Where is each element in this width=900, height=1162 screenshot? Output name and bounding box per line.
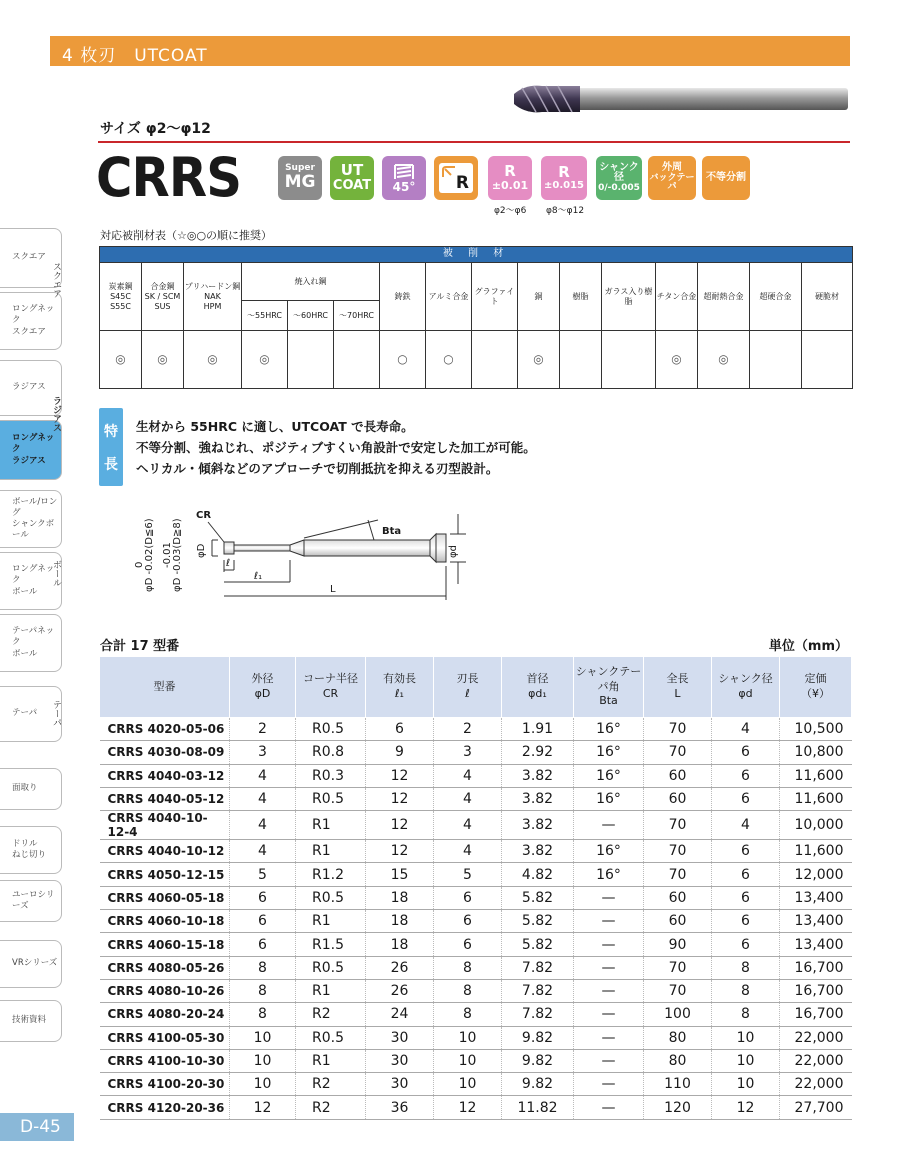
spec-header: シャンクテーパ角 Bta [574,657,644,718]
mat-col: 超硬合金 [750,263,802,331]
spec-cell: 16,700 [780,979,852,1002]
spec-cell: 80 [644,1026,712,1049]
spec-cell: 2.92 [502,741,574,764]
badge-unequal-division: 不等分割 [702,156,750,200]
model-number: CRRS 4040-03-12 [100,764,230,787]
spec-cell: 1.91 [502,718,574,741]
svg-text:φD -0.03(D≧8): φD -0.03(D≧8) [172,518,183,592]
spec-cell: 12 [366,811,434,840]
spec-cell: 2 [434,718,502,741]
spec-cell: 12 [434,1096,502,1119]
table-row [100,811,852,840]
spec-cell: 4 [712,718,780,741]
spec-cell: 30 [366,1049,434,1072]
mat-mark: ◎ [184,331,242,389]
spec-cell: 70 [644,718,712,741]
spec-cell: 26 [366,979,434,1002]
feature-list [136,416,536,479]
table-row [100,718,852,741]
spec-header: コーナ半径 CR [296,657,366,718]
spec-cell: 8 [230,956,296,979]
radius-icon: R [439,163,473,193]
mat-col: 鋳鉄 [380,263,426,331]
mat-mark: ○ [426,331,472,389]
side-tab[interactable]: ロングネック ボール [0,552,62,610]
spec-cell: — [574,1096,644,1119]
table-row [100,1003,852,1026]
svg-text:ℓ: ℓ [226,558,231,569]
title-divider [98,141,850,143]
spec-cell: 9.82 [502,1026,574,1049]
spec-cell: 16° [574,718,644,741]
spec-cell: 22,000 [780,1073,852,1096]
mat-mark: ◎ [100,331,142,389]
badge-radius [434,156,478,200]
spec-cell: 8 [230,1003,296,1026]
mat-mark: ○ [380,331,426,389]
mat-col: 〜60HRC [288,301,334,331]
side-tab[interactable]: ユーロシリーズ [0,880,62,922]
badge-shank-tolerance: シャンク径 0/-0.005 [596,156,642,200]
feature-tag: 特 長 [99,408,123,486]
mat-col: 炭素鋼 S45C S55C [100,263,142,331]
spec-cell: 4 [712,811,780,840]
spec-cell: 10,000 [780,811,852,840]
spec-cell: 10,800 [780,741,852,764]
spec-cell: 8 [712,979,780,1002]
mat-col: プリハードン鋼 NAK HPM [184,263,242,331]
model-number: CRRS 4060-05-18 [100,886,230,909]
mat-mark [750,331,802,389]
side-tab[interactable]: テーパネック ボール [0,614,62,672]
spec-cell: 13,400 [780,910,852,933]
table-row [100,787,852,810]
spec-cell: 4 [434,787,502,810]
spec-table [99,656,852,1120]
spec-cell: 12 [366,787,434,810]
spec-cell: R0.5 [296,956,366,979]
svg-text:φD -0.02(D≦6): φD -0.02(D≦6) [144,518,155,592]
badge-helix-45: 45° [382,156,426,200]
model-number: CRRS 4060-15-18 [100,933,230,956]
spec-cell: 5 [230,863,296,886]
svg-text:φD: φD [196,543,207,558]
spec-cell: R2 [296,1096,366,1119]
side-group-square: スクエア [51,262,61,298]
spec-cell: R0.5 [296,886,366,909]
spec-cell: 13,400 [780,886,852,909]
mat-mark [472,331,518,389]
product-name: CRRS [96,146,242,209]
size-range: サイズ φ2〜φ12 [100,121,211,137]
table-row [100,863,852,886]
spec-cell: 5.82 [502,910,574,933]
table-row [100,1096,852,1119]
spec-cell: 60 [644,886,712,909]
spec-cell: R1.5 [296,933,366,956]
feature-line: 不等分割、強ねじれ、ポジティブすくい角設計で安定した加工が可能。 [136,440,536,455]
mat-group-hardened: 焼入れ鋼 [242,263,380,301]
spec-cell: — [574,811,644,840]
endmill-product-image [512,82,850,116]
spec-header: シャンク径 φd [712,657,780,718]
spec-cell: 70 [644,840,712,863]
spec-cell: 70 [644,741,712,764]
badge-utcoat: UT COAT [330,156,374,200]
side-tab[interactable]: テーパ [0,686,62,742]
spec-header: 型番 [100,657,230,718]
table-row [100,1026,852,1049]
spec-cell: 4 [230,787,296,810]
badge-note-small: φ2〜φ6 [494,206,527,216]
spec-header: 全長 L [644,657,712,718]
spec-cell: 90 [644,933,712,956]
mat-col: グラファイト [472,263,518,331]
spec-cell: R2 [296,1073,366,1096]
spec-cell: — [574,1049,644,1072]
spec-cell: — [574,910,644,933]
mat-mark: ◎ [656,331,698,389]
spec-cell: 16° [574,741,644,764]
spec-cell: — [574,1073,644,1096]
mat-mark [334,331,380,389]
mat-col: 硬脆材 [802,263,853,331]
spec-cell: 6 [712,787,780,810]
model-number: CRRS 4120-20-36 [100,1096,230,1119]
model-number: CRRS 4080-05-26 [100,956,230,979]
spec-cell: 4 [230,840,296,863]
spec-cell: 6 [712,764,780,787]
spec-header: 刃長 ℓ [434,657,502,718]
spec-cell: R0.5 [296,718,366,741]
spec-cell: 30 [366,1026,434,1049]
materials-label: 対応被削材表（☆◎○の順に推奨） [100,229,273,242]
spec-cell: R0.8 [296,741,366,764]
spec-cell: 10 [712,1026,780,1049]
table-row [100,979,852,1002]
spec-cell: 16° [574,840,644,863]
mat-mark [802,331,853,389]
spec-cell: 3.82 [502,811,574,840]
spec-cell: R1 [296,840,366,863]
side-tab[interactable]: ロングネック スクエア [0,292,62,350]
spec-cell: 4 [434,811,502,840]
spec-cell: 27,700 [780,1096,852,1119]
spec-cell: 5.82 [502,886,574,909]
spec-cell: 10 [230,1073,296,1096]
mat-col: ガラス入り樹脂 [602,263,656,331]
spec-cell: 70 [644,863,712,886]
spec-cell: 5 [434,863,502,886]
unit-label: 単位（mm） [768,639,848,654]
spec-cell: 6 [434,886,502,909]
spec-cell: 8 [712,956,780,979]
spec-cell: 8 [230,979,296,1002]
spec-cell: 12,000 [780,863,852,886]
mat-col: 超耐熱合金 [698,263,750,331]
spec-cell: 10 [434,1026,502,1049]
spec-cell: 16° [574,787,644,810]
spec-cell: 6 [366,718,434,741]
spec-cell: 6 [712,863,780,886]
spec-cell: 12 [712,1096,780,1119]
badge-back-taper: 外周 バックテーパ [648,156,696,200]
spec-cell: 6 [230,933,296,956]
spec-header: 外径 φD [230,657,296,718]
spec-cell: 3.82 [502,787,574,810]
mat-mark [560,331,602,389]
spec-cell: 3.82 [502,840,574,863]
spec-cell: 11,600 [780,787,852,810]
badge-radius-tol-0015: R ±0.015 [541,156,587,200]
spec-cell: 4.82 [502,863,574,886]
header-bar [50,36,850,66]
materials-title: 被 削 材 [100,247,853,263]
side-tab[interactable]: 技術資料 [0,1000,62,1042]
table-row [100,956,852,979]
side-tab[interactable]: スクエア [0,228,62,288]
spec-cell: — [574,956,644,979]
total-models: 合計 17 型番 [100,639,180,654]
spec-cell: 110 [644,1073,712,1096]
spec-cell: 6 [712,840,780,863]
spec-cell: R2 [296,1003,366,1026]
table-row [100,933,852,956]
spec-cell: 9.82 [502,1073,574,1096]
spec-cell: 16° [574,764,644,787]
mat-mark: ◎ [518,331,560,389]
mat-mark: ◎ [242,331,288,389]
spec-cell: 12 [230,1096,296,1119]
spec-cell: 9.82 [502,1049,574,1072]
spec-cell: 60 [644,910,712,933]
table-row [100,1073,852,1096]
spec-cell: 10 [712,1073,780,1096]
spec-cell: 4 [230,764,296,787]
spec-cell: 16,700 [780,1003,852,1026]
model-number: CRRS 4020-05-06 [100,718,230,741]
spec-cell: 11,600 [780,764,852,787]
model-number: CRRS 4080-10-26 [100,979,230,1002]
model-number: CRRS 4060-10-18 [100,910,230,933]
spec-cell: 100 [644,1003,712,1026]
mat-col: 〜70HRC [334,301,380,331]
spec-cell: R1 [296,979,366,1002]
table-row [100,840,852,863]
model-number: CRRS 4040-05-12 [100,787,230,810]
mat-col: 樹脂 [560,263,602,331]
spec-cell: 16,700 [780,956,852,979]
spec-cell: 70 [644,956,712,979]
spec-cell: 18 [366,910,434,933]
spec-cell: R0.3 [296,764,366,787]
spec-cell: — [574,886,644,909]
spec-cell: — [574,933,644,956]
spec-cell: 4 [434,764,502,787]
spec-cell: 3 [434,741,502,764]
spec-cell: 2 [230,718,296,741]
mat-col: 〜55HRC [242,301,288,331]
spec-cell: 12 [366,840,434,863]
spec-cell: 10 [434,1073,502,1096]
spec-cell: 10 [230,1049,296,1072]
spec-cell: — [574,979,644,1002]
helix-icon [393,163,415,181]
spec-cell: 8 [712,1003,780,1026]
spec-cell: 11.82 [502,1096,574,1119]
model-number: CRRS 4030-08-09 [100,741,230,764]
spec-cell: 6 [434,933,502,956]
mat-col: 銅 [518,263,560,331]
svg-text:0: 0 [134,561,145,568]
feature-line: ヘリカル・傾斜などのアプローチで切削抵抗を抑える刃型設計。 [136,461,499,476]
spec-cell: R1 [296,910,366,933]
side-tab[interactable]: ボール/ロング シャンクボール [0,490,62,548]
spec-cell: 10 [434,1049,502,1072]
spec-cell: 10,500 [780,718,852,741]
spec-cell: R0.5 [296,787,366,810]
spec-cell: 8 [434,1003,502,1026]
spec-cell: 4 [230,811,296,840]
side-tab[interactable]: ドリル ねじ切り [0,826,62,874]
spec-cell: 9 [366,741,434,764]
spec-cell: 6 [230,910,296,933]
spec-cell: 36 [366,1096,434,1119]
spec-cell: 18 [366,886,434,909]
spec-cell: 7.82 [502,1003,574,1026]
side-group-taper: テーパ [51,700,61,727]
spec-cell: 10 [712,1049,780,1072]
page-number: D-45 [0,1113,74,1141]
side-tab[interactable]: ロングネック ラジアス [0,420,62,480]
mat-col: アルミ合金 [426,263,472,331]
svg-text:CR: CR [196,510,212,521]
table-row [100,1049,852,1072]
spec-cell: 15 [366,863,434,886]
spec-cell: 4 [434,840,502,863]
materials-table [99,246,853,389]
svg-text:-0.01: -0.01 [162,542,173,568]
spec-cell: 6 [712,741,780,764]
spec-cell: 7.82 [502,956,574,979]
mat-mark [602,331,656,389]
svg-text:L: L [330,584,336,595]
side-tab[interactable]: VRシリーズ [0,940,62,988]
side-group-radius: ラジアス [51,396,61,432]
side-tab[interactable]: 面取り [0,768,62,810]
spec-header: 首径 φd₁ [502,657,574,718]
spec-cell: 22,000 [780,1049,852,1072]
svg-text:ℓ₁: ℓ₁ [254,571,263,582]
feature-line: 生材から 55HRC に適し、UTCOAT で長寿命。 [136,419,414,434]
spec-cell: 120 [644,1096,712,1119]
spec-cell: 8 [434,956,502,979]
model-number: CRRS 4100-05-30 [100,1026,230,1049]
spec-cell: 30 [366,1073,434,1096]
spec-cell: 18 [366,933,434,956]
spec-cell: 10 [230,1026,296,1049]
model-number: CRRS 4080-20-24 [100,1003,230,1026]
spec-cell: — [574,1026,644,1049]
spec-header: 有効長 ℓ₁ [366,657,434,718]
side-tab[interactable]: ラジアス [0,360,62,416]
spec-cell: R1 [296,811,366,840]
spec-cell: 8 [434,979,502,1002]
model-number: CRRS 4040-10-12-4 [100,811,230,840]
table-row [100,764,852,787]
mat-col: 合金鋼 SK / SCM SUS [142,263,184,331]
spec-cell: 7.82 [502,979,574,1002]
table-row [100,910,852,933]
spec-cell: 6 [230,886,296,909]
badge-radius-tol-001: R ±0.01 [488,156,532,200]
side-group-ball: ボール [51,560,61,587]
mat-mark: ◎ [142,331,184,389]
svg-text:φd: φd [448,545,459,558]
spec-cell: 6 [712,933,780,956]
spec-cell: 24 [366,1003,434,1026]
svg-text:Bta: Bta [382,526,402,537]
spec-cell: R0.5 [296,1026,366,1049]
spec-cell: 5.82 [502,933,574,956]
spec-cell: 3 [230,741,296,764]
model-number: CRRS 4100-10-30 [100,1049,230,1072]
table-row [100,741,852,764]
spec-cell: 70 [644,811,712,840]
model-number: CRRS 4040-10-12 [100,840,230,863]
dimension-diagram [128,500,488,610]
spec-cell: 60 [644,787,712,810]
header-title: 4 枚刃 UTCOAT [62,46,208,66]
spec-cell: 60 [644,764,712,787]
model-number: CRRS 4100-20-30 [100,1073,230,1096]
table-row [100,886,852,909]
model-number: CRRS 4050-12-15 [100,863,230,886]
spec-cell: 13,400 [780,933,852,956]
spec-cell: 3.82 [502,764,574,787]
mat-col: チタン合金 [656,263,698,331]
badge-note-large: φ8〜φ12 [546,206,585,216]
spec-cell: 80 [644,1049,712,1072]
spec-cell: — [574,1003,644,1026]
spec-cell: 6 [712,886,780,909]
spec-cell: 6 [434,910,502,933]
spec-cell: 11,600 [780,840,852,863]
spec-cell: 6 [712,910,780,933]
mat-mark [288,331,334,389]
spec-header: 定価 （¥） [780,657,852,718]
spec-cell: R1.2 [296,863,366,886]
spec-cell: 16° [574,863,644,886]
mat-mark: ◎ [698,331,750,389]
spec-cell: 26 [366,956,434,979]
spec-cell: 22,000 [780,1026,852,1049]
badge-super-mg: Super MG [278,156,322,200]
spec-cell: 12 [366,764,434,787]
spec-cell: 70 [644,979,712,1002]
spec-cell: R1 [296,1049,366,1072]
